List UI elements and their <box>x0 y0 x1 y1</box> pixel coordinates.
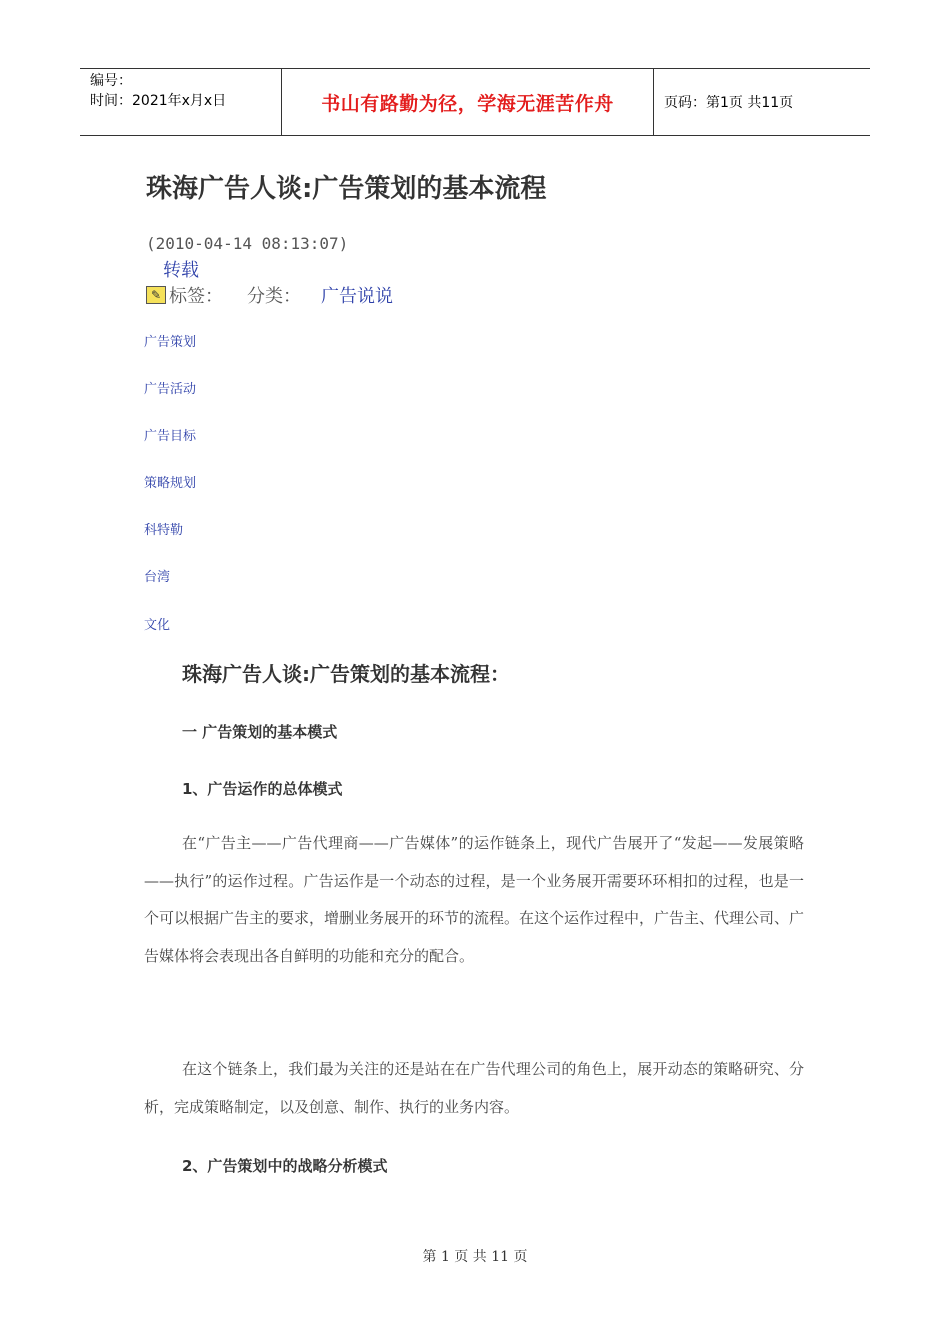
tag-link[interactable]: 文化 <box>144 618 171 633</box>
page-footer: 第 1 页 共 11 页 <box>422 1249 528 1265</box>
tag-link[interactable]: 广告目标 <box>144 429 197 444</box>
document-header <box>80 68 870 136</box>
page-info: 页码：第1页 共11页 <box>664 95 794 111</box>
header-meta-cell <box>80 69 282 135</box>
tag-link[interactable]: 科特勒 <box>144 523 184 538</box>
section-heading: 一 广告策划的基本模式 <box>182 723 338 741</box>
number-label: 编号： <box>90 73 132 89</box>
time-label: 时间：2021年x月x日 <box>90 93 227 109</box>
tag-label: 标签： <box>169 286 223 307</box>
article-subheading: 珠海广告人谈:广告策划的基本流程： <box>182 662 510 686</box>
article-meta <box>146 282 393 308</box>
body-paragraph: 在这个链条上，我们最为关注的还是站在在广告代理公司的角色上，展开动态的策略研究、分析，完成策略制定，以及创意、制作、执行的业务内容。 <box>144 1060 804 1116</box>
section-heading: 2、广告策划中的战略分析模式 <box>182 1157 388 1175</box>
tag-link[interactable]: 广告活动 <box>144 382 197 397</box>
article-title: 珠海广告人谈:广告策划的基本流程 <box>146 174 547 204</box>
tag-link[interactable]: 广告策划 <box>144 335 197 350</box>
category-label: 分类： <box>247 286 301 307</box>
section-heading: 1、广告运作的总体模式 <box>182 780 343 798</box>
tag-link[interactable]: 台湾 <box>144 570 171 585</box>
body-paragraph: 在“广告主——广告代理商——广告媒体”的运作链条上，现代广告展开了“发起——发展策略——执行”的运作过程。广告运作是一个动态的过程，是一个业务展开需要环环相扣的过程，也是一个可以根据广告主的要求，增删业务展开的环节的流程。在这个运作过程中，广告主、代理公司、广告媒体将会表现出各自鲜明的功能和充分的配合。 <box>144 834 805 965</box>
category-link[interactable]: 广告说说 <box>321 286 393 307</box>
motto: 书山有路勤为径，学海无涯苦作舟 <box>282 69 654 135</box>
repost-link[interactable]: 转载 <box>163 260 199 281</box>
tag-icon: ✎ <box>146 286 166 304</box>
tag-link[interactable]: 策略规划 <box>144 476 197 491</box>
article-timestamp: (2010-04-14 08:13:07) <box>146 234 349 253</box>
